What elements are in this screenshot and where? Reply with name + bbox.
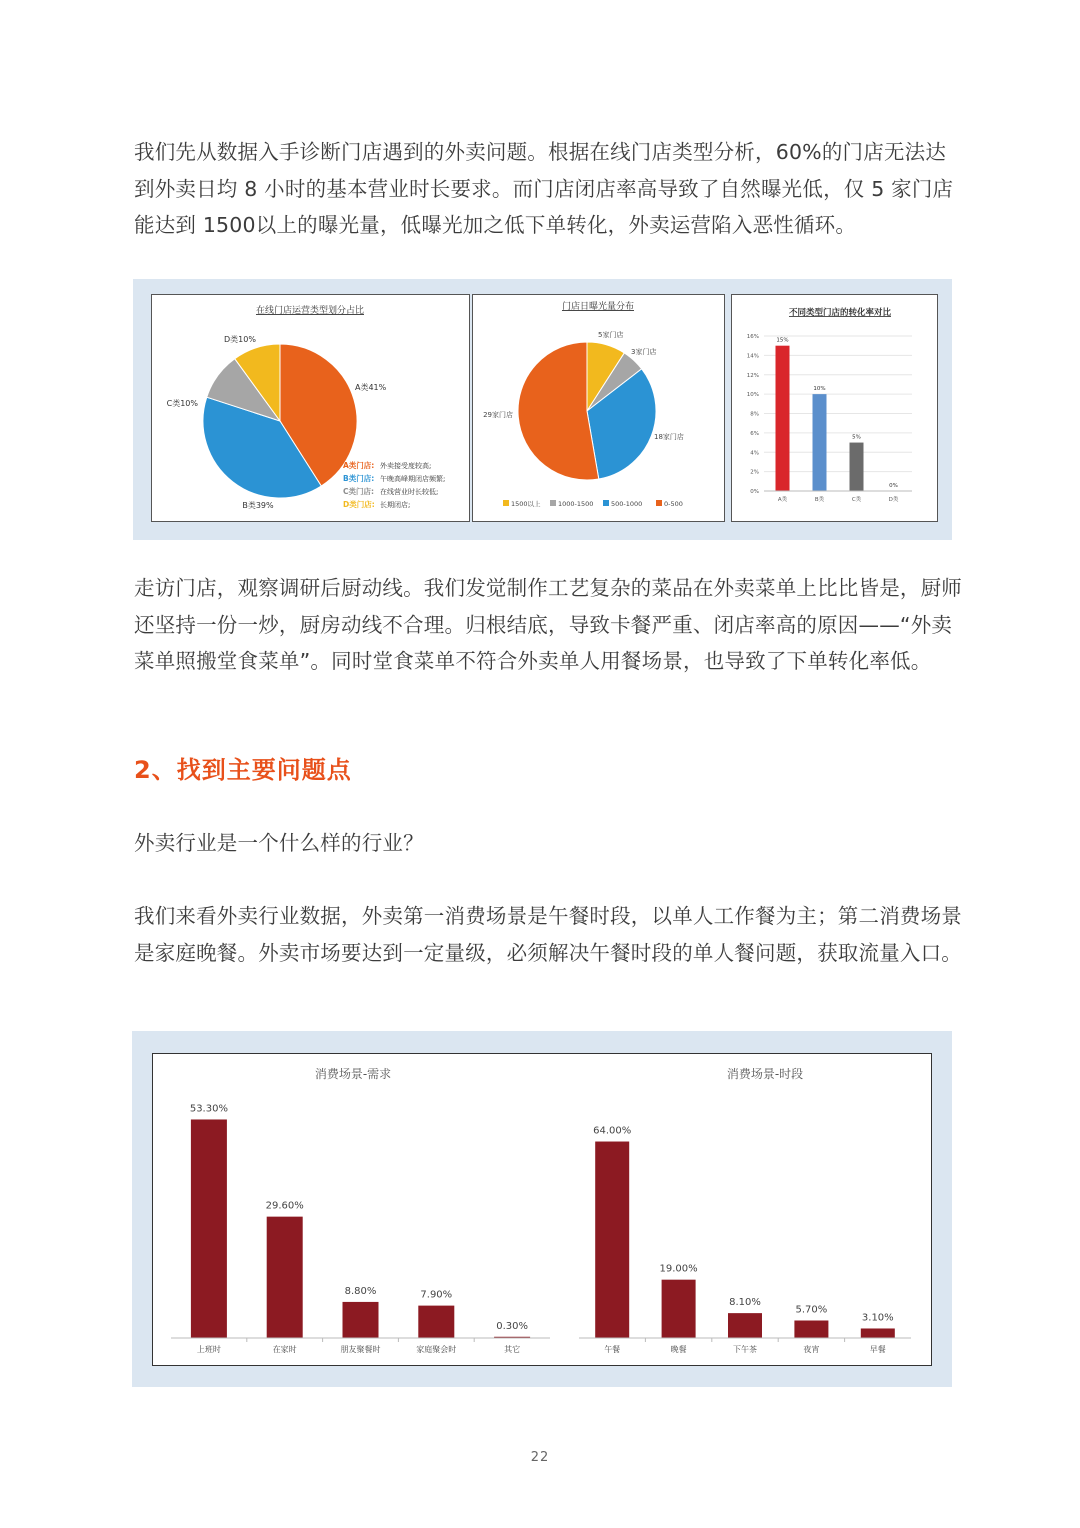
bar-charts-consumption-svg	[153, 1054, 931, 1365]
bar	[813, 394, 827, 491]
y-tick-label: 4%	[750, 450, 759, 457]
data-label: 53.30%	[189, 1103, 228, 1115]
data-label: 7.90%	[420, 1289, 453, 1301]
question-paragraph: 外卖行业是一个什么样的行业？	[134, 831, 424, 855]
legend-key: C类门店:	[343, 487, 375, 496]
pie-chart-store-types-svg	[152, 295, 469, 521]
bar	[595, 1142, 629, 1338]
bar-charts-consumption	[152, 1053, 932, 1366]
pie-label: 5家门店	[598, 331, 624, 339]
legend-key: A类门店:	[343, 461, 375, 470]
x-tick-label: 朋友聚餐时	[340, 1345, 381, 1354]
bar-chart-conversion	[731, 294, 938, 522]
data-label: 29.60%	[265, 1200, 304, 1212]
x-tick-label: 夜宵	[803, 1345, 820, 1354]
chart-title: 在线门店运营类型划分占比	[255, 306, 365, 316]
chart-title: 不同类型门店的转化率对比	[788, 308, 892, 318]
legend-text: 在线营业时长较低;	[380, 488, 439, 496]
legend-text: 外卖接受度较高;	[380, 462, 432, 470]
x-tick-label: 早餐	[869, 1345, 886, 1354]
x-tick-label: B类	[814, 497, 825, 503]
legend-text: 0-500	[664, 500, 683, 508]
data-label: 64.00%	[593, 1125, 632, 1137]
page-number: 22	[530, 1450, 550, 1465]
bar	[728, 1313, 762, 1338]
bar	[191, 1119, 227, 1338]
y-tick-label: 10%	[746, 392, 759, 399]
x-tick-label: 午餐	[604, 1345, 621, 1354]
bar	[850, 443, 864, 491]
x-tick-label: A类	[777, 497, 788, 503]
x-tick-label: 其它	[504, 1345, 521, 1354]
x-tick-label: 家庭聚会时	[416, 1345, 457, 1354]
x-tick-label: C类	[851, 497, 862, 503]
legend-swatch	[656, 500, 662, 506]
figure-store-analysis	[133, 279, 952, 540]
pie-label: 18家门店	[654, 433, 684, 441]
pie-chart-exposure-svg	[473, 295, 724, 521]
data-label: 0.30%	[496, 1320, 528, 1332]
bar	[418, 1306, 454, 1338]
pie-chart-exposure	[472, 294, 725, 522]
legend-key: D类门店:	[343, 500, 375, 509]
pie-label: C类10%	[166, 399, 198, 408]
intro-paragraph: 我们先从数据入手诊断门店遇到的外卖问题。根据在线门店类型分析，60%的门店无法达到外卖日均 8 小时的基本营业时长要求。而门店闭店率高导致了自然曝光低，仅 5 家门店能达到 1500以上的曝光量，低曝光加之低下单转化，外卖运营陷入恶性循环。	[134, 140, 954, 237]
visit-paragraph: 走访门店，观察调研后厨动线。我们发觉制作工艺复杂的菜品在外卖菜单上比比皆是，厨师还坚持一份一炒，厨房动线不合理。归根结底，导致卡餐严重、闭店率高的原因——“外卖菜单照搬堂食菜单”。同时堂食菜单不符合外卖单人用餐场景，也导致了下单转化率低。	[134, 576, 962, 673]
data-label: 8.10%	[729, 1297, 761, 1309]
data-label: 15%	[776, 337, 789, 344]
y-tick-label: 16%	[746, 334, 759, 340]
data-label: 3.10%	[861, 1312, 894, 1324]
chart-title: 门店日曝光量分布	[561, 302, 635, 312]
figure-consumption-scenes	[132, 1031, 952, 1387]
pie-label: 3家门店	[631, 348, 657, 356]
x-tick-label: D类	[888, 497, 899, 503]
x-tick-label: 晚餐	[670, 1345, 687, 1354]
pie-label: B类39%	[242, 501, 274, 510]
section-heading: 2、找到主要问题点	[134, 756, 352, 784]
legend-text: 1000-1500	[558, 500, 594, 508]
legend-swatch	[603, 500, 609, 506]
legend-text: 500-1000	[611, 500, 643, 508]
data-label: 5%	[852, 434, 861, 441]
y-tick-label: 2%	[750, 469, 759, 476]
legend-swatch	[550, 500, 556, 506]
pie-label: A类41%	[355, 383, 387, 392]
y-tick-label: 0%	[750, 489, 759, 495]
y-tick-label: 14%	[746, 353, 759, 360]
legend-text: 长期闭店;	[380, 501, 411, 509]
legend-text: 午晚高峰期闭店频繁;	[380, 475, 446, 483]
pie-label: 29家门店	[483, 411, 513, 419]
data-label: 5.70%	[795, 1304, 828, 1316]
y-tick-label: 6%	[750, 430, 759, 437]
industry-paragraph: 我们来看外卖行业数据，外卖第一消费场景是午餐时段，以单人工作餐为主；第二消费场景是家庭晚餐。外卖市场要达到一定量级，必须解决午餐时段的单人餐问题，获取流量入口。	[134, 904, 962, 965]
chart-title: 消费场景-时段	[726, 1067, 804, 1081]
data-label: 10%	[813, 386, 826, 393]
bar	[776, 346, 790, 491]
bar-chart-conversion-svg	[732, 295, 937, 521]
legend-text: 1500以上	[511, 500, 541, 508]
bar	[662, 1280, 696, 1338]
legend-key: B类门店:	[343, 474, 375, 483]
data-label: 0%	[889, 483, 898, 489]
x-tick-label: 下午茶	[733, 1345, 757, 1354]
x-tick-label: 在家时	[272, 1345, 297, 1354]
data-label: 19.00%	[659, 1263, 698, 1275]
x-tick-label: 上班时	[196, 1345, 221, 1354]
pie-chart-store-types	[151, 294, 470, 522]
bar	[267, 1217, 303, 1338]
pie-label: D类10%	[224, 335, 256, 344]
bar	[794, 1321, 828, 1338]
chart-title: 消费场景-需求	[314, 1067, 392, 1081]
pie-slice	[518, 342, 599, 480]
bar	[861, 1328, 895, 1338]
bar	[343, 1302, 379, 1338]
legend-swatch	[503, 500, 509, 506]
y-tick-label: 12%	[746, 372, 759, 379]
y-tick-label: 8%	[750, 411, 759, 418]
data-label: 8.80%	[344, 1285, 377, 1297]
